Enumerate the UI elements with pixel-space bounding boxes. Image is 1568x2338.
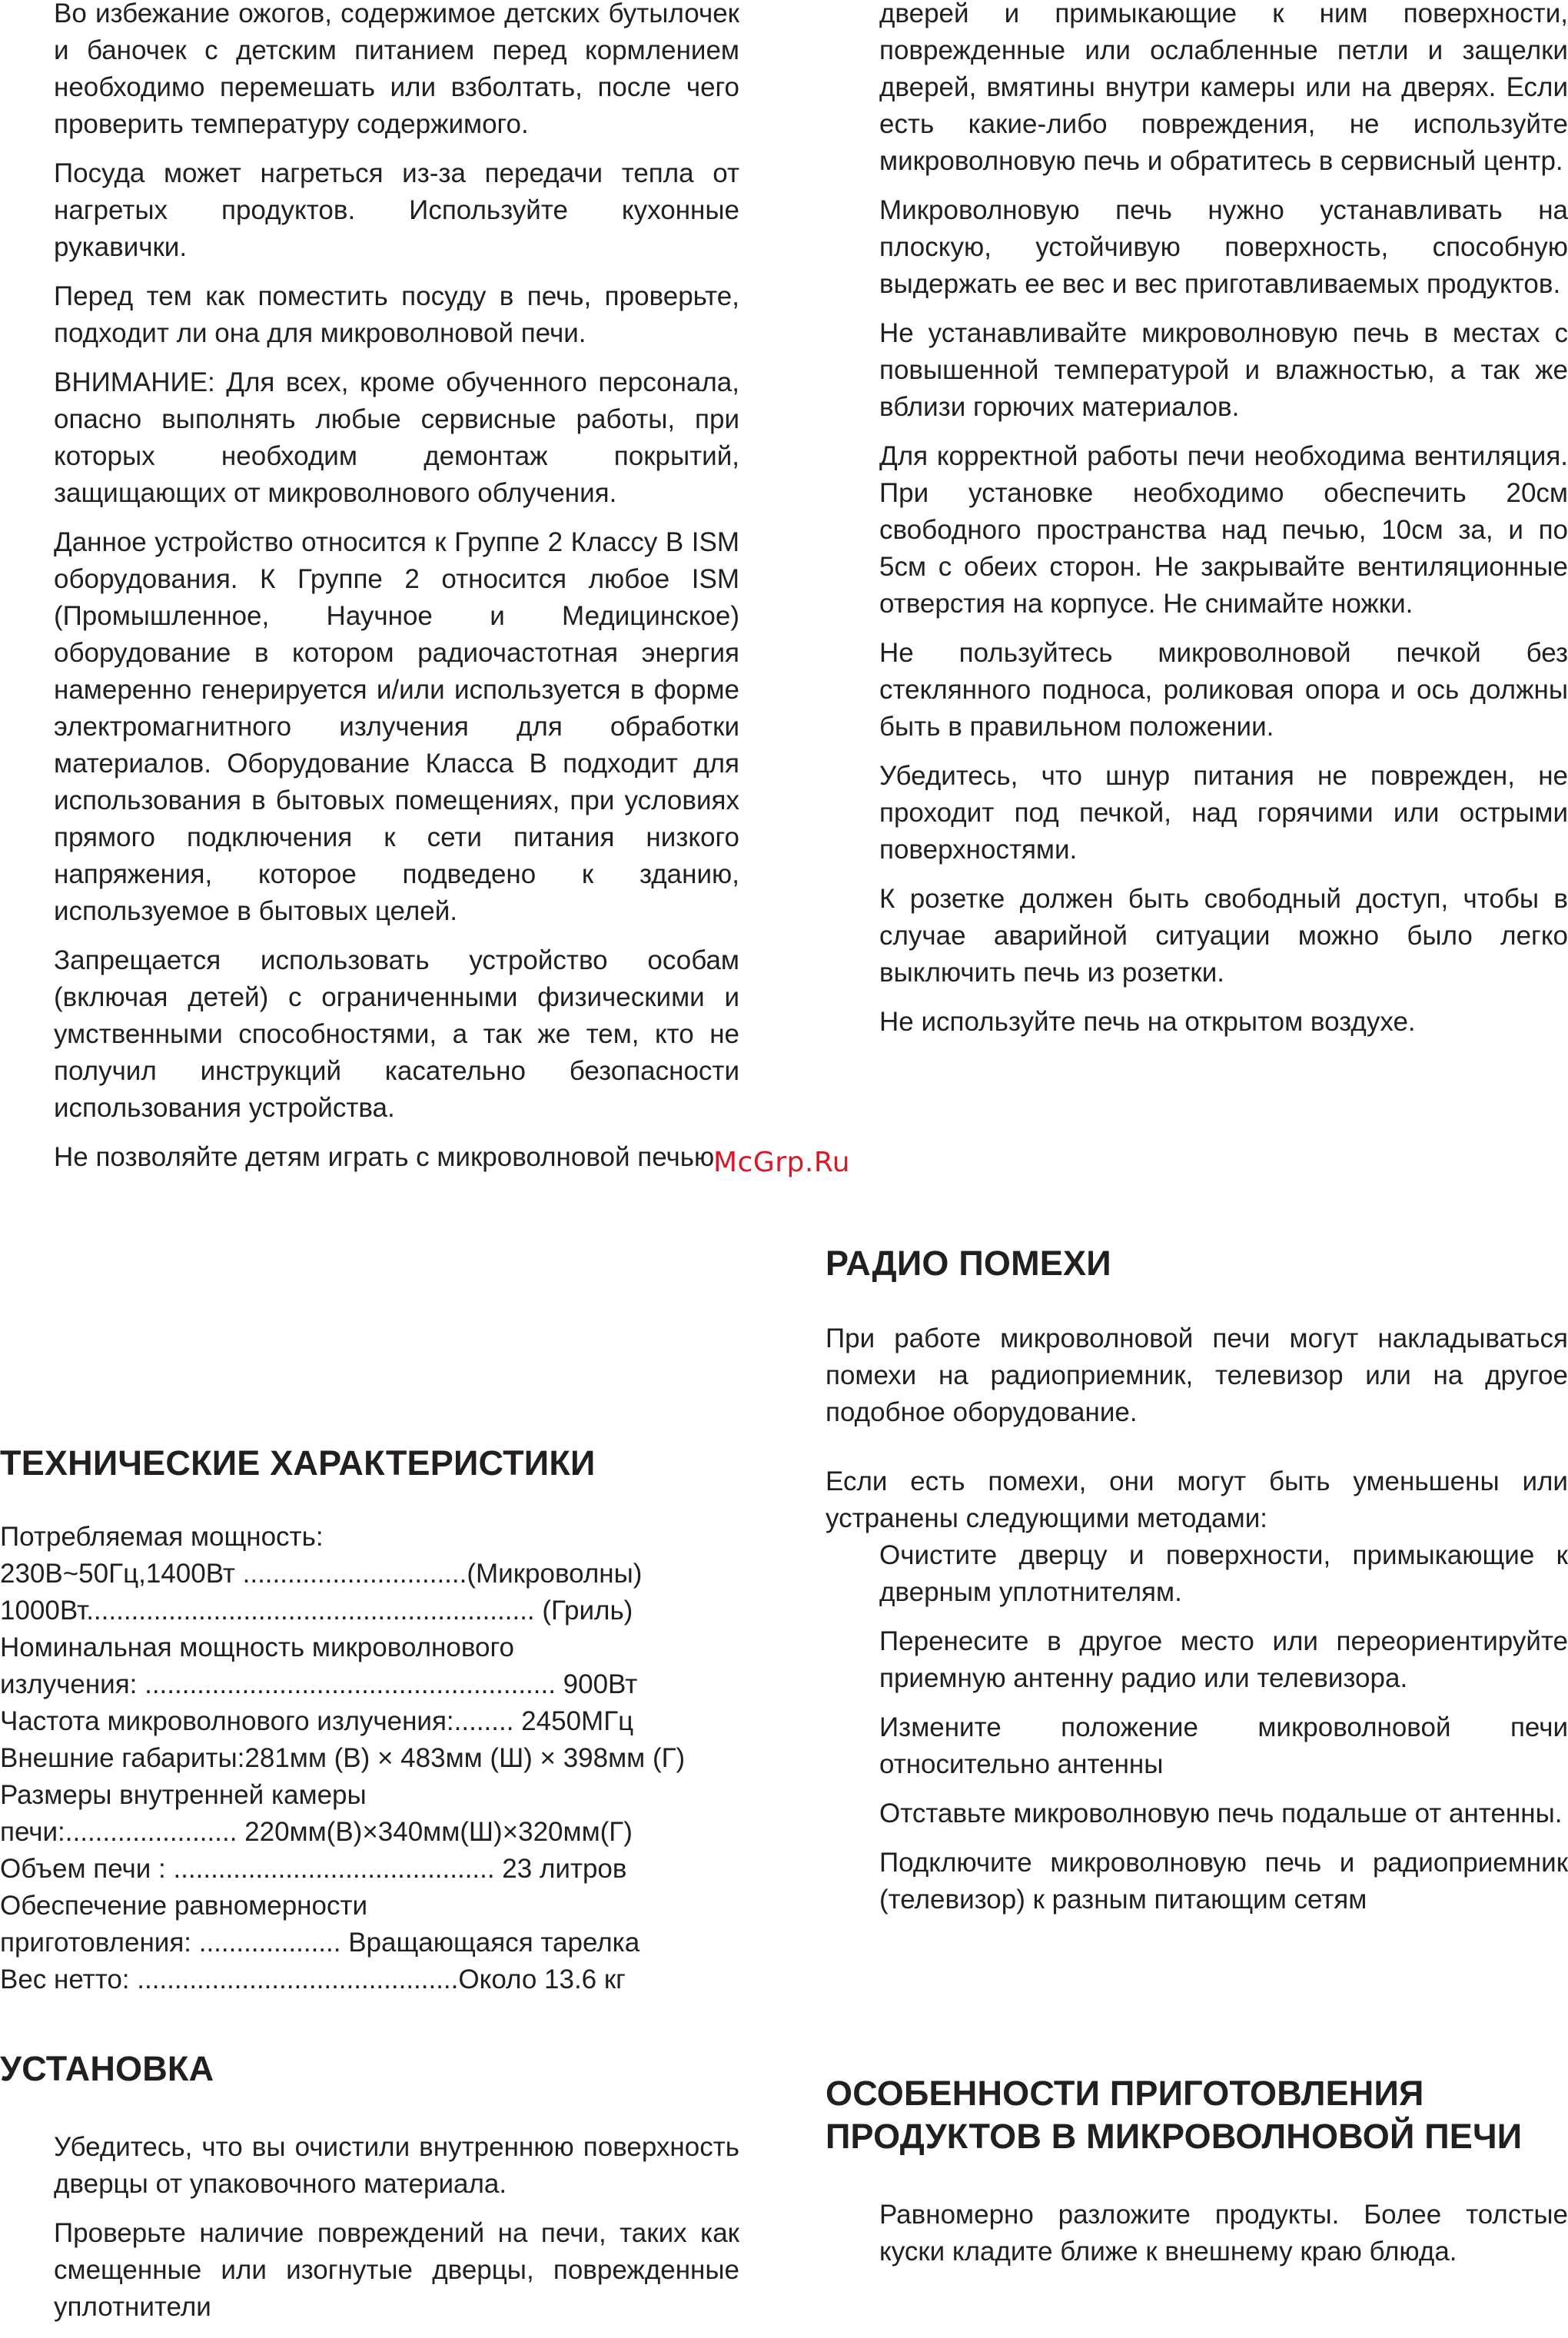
paragraph-door-damage: дверей и примыкающие к ним поверхности, поврежденные или ослабленные петли и защелки дверей, вмятины внутри камеры или на дверях. Если есть какие-либо повреждения, не используйте микроволновую печь и обратитесь в сервисный центр.: [879, 0, 1568, 176]
paragraph-no-humidity: Не устанавливайте микроволновую печь в местах с повышенной температурой и влажностью, а так же вблизи горючих материалов.: [879, 318, 1568, 422]
paragraph-check-dish: Перед тем как поместить посуду в печь, проверьте, подходит ли она для микроволновой печи.: [54, 281, 739, 348]
paragraph-check-damage: Проверьте наличие повреждений на печи, таких как смещенные или изогнутые дверцы, поврежденные уплотнители: [54, 2218, 739, 2322]
specs-list: [0, 1519, 739, 1998]
spec-line: приготовления: ................... Вращающаяся тарелка: [0, 1928, 640, 1958]
spec-line: Обеспечение равномерности: [0, 1891, 368, 1921]
spec-line: Номинальная мощность микроволнового: [0, 1632, 514, 1662]
spec-line: печи:....................... 220мм(В)×340мм(Ш)×320мм(Г): [0, 1817, 633, 1847]
paragraph-outdoors: Не используйте печь на открытом воздухе.: [879, 1007, 1416, 1037]
paragraph-dish-heat: Посуда может нагреться из-за передачи тепла от нагретых продуктов. Используйте кухонные рукавички.: [54, 158, 739, 262]
spec-line: Частота микроволнового излучения:........ 2450МГц: [0, 1706, 634, 1736]
spec-line: 230В~50Гц,1400Вт ..............................(Микроволны): [0, 1559, 643, 1589]
spec-line: Размеры внутренней камеры: [0, 1780, 367, 1810]
list-item: Подключите микроволновую печь и радиоприемник (телевизор) к разным питающим сетям: [879, 1848, 1568, 1915]
paragraph-flat-surface: Микроволновую печь нужно устанавливать на плоскую, устойчивую поверхность, способную выдержать ее вес и вес приготавливаемых продуктов.: [879, 195, 1568, 299]
radio-intro: При работе микроволновой печи могут накладываться помехи на радиоприемник, телевизор или на другое подобное оборудование.: [826, 1323, 1568, 1427]
list-item: Отставьте микроволновую печь подальше от антенны.: [879, 1798, 1563, 1828]
spec-line: Объем печи : ........................................... 23 литров: [0, 1854, 627, 1884]
list-item: Очистите дверцу и поверхности, примыкающие к дверным уплотнителям.: [879, 1540, 1568, 1607]
right-column: [826, 0, 1568, 2267]
list-item: Перенесите в другое место или переориентируйте приемную антенну радио или телевизора.: [879, 1626, 1568, 1693]
install-heading: УСТАНОВКА: [0, 2049, 214, 2088]
list-item: Измените положение микроволновой печи относительно антенны: [879, 1712, 1568, 1779]
spec-line: Вес нетто: ...........................................Около 13.6 кг: [0, 1964, 626, 1994]
paragraph-distribute-food: Равномерно разложите продукты. Более толстые куски кладите ближе к внешнему краю блюда.: [879, 2200, 1568, 2267]
specs-heading: ТЕХНИЧЕСКИЕ ХАРАКТЕРИСТИКИ: [0, 1443, 596, 1483]
paragraph-ventilation: Для корректной работы печи необходима вентиляция. При установке необходимо обеспечить 20см свободного пространства над печью, 10см за, и по 5см с обеих сторон. Не закрывайте вентиляционные отверстия на корпусе. Не снимайте ножки.: [879, 441, 1568, 619]
left-column: [0, 0, 739, 2322]
paragraph-clean-door: Убедитесь, что вы очистили внутреннюю поверхность дверцы от упаковочного материала.: [54, 2132, 739, 2199]
paragraph-baby-bottles: Во избежание ожогов, содержимое детских бутылочек и баночек с детским питанием перед кормлением необходимо перемешать или взболтать, после чего проверить температуру содержимого.: [54, 0, 739, 139]
cooking-heading-line-1: ОСОБЕННОСТИ ПРИГОТОВЛЕНИЯ: [826, 2074, 1424, 2113]
paragraph-warning-service: ВНИМАНИЕ: Для всех, кроме обученного персонала, опасно выполнять любые сервисные работы, при которых необходим демонтаж покрытий, защищающих от микроволнового облучения.: [54, 367, 739, 508]
spec-line: излучения: ....................................................... 900Вт: [0, 1669, 638, 1699]
paragraph-power-cord: Убедитесь, что шнур питания не поврежден, не проходит под печкой, над горячими или острыми поверхностями.: [879, 761, 1568, 865]
spec-line: 1000Вт............................................................ (Гриль): [0, 1596, 633, 1626]
paragraph-restricted-use: Запрещается использовать устройство особам (включая детей) с ограниченными физическими и умственными способностями, а так же тем, кто не получил инструкций касательно безопасности использования устройства.: [54, 945, 739, 1123]
spec-line: Потребляемая мощность:: [0, 1522, 324, 1552]
paragraph-glass-tray: Не пользуйтесь микроволновой печкой без стеклянного подноса, роликовая опора и ось должны быть в правильном положении.: [879, 638, 1568, 742]
paragraph-children: Не позволяйте детям играть с микроволновой печью: [54, 1142, 715, 1172]
radio-heading: РАДИО ПОМЕХИ: [826, 1244, 1111, 1283]
paragraph-socket-access: К розетке должен быть свободный доступ, чтобы в случае аварийной ситуации можно было легко выключить печь из розетки.: [879, 884, 1568, 988]
cooking-heading: [826, 2072, 1522, 2158]
spec-line: Внешние габариты:281мм (В) × 483мм (Ш) × 398мм (Г): [0, 1743, 686, 1773]
cooking-heading-line-2: ПРОДУКТОВ В МИКРОВОЛНОВОЙ ПЕЧИ: [826, 2117, 1523, 2156]
paragraph-ism-group: Данное устройство относится к Группе 2 Классу В ISM оборудования. К Группе 2 относится любое ISM (Промышленное, Научное и Медицинское) оборудование в котором радиочастотная энергия намеренно генерируется и/или используется в форме электромагнитного излучения для обработки материалов. Оборудование Класса В подходит для использования в бытовых помещениях, при условиях прямого подключения к сети питания низкого напряжения, которое подведено к зданию, используемое в бытовых целей.: [54, 527, 739, 926]
watermark-logo: McGrp.Ru: [713, 1147, 851, 1178]
radio-methods-intro: Если есть помехи, они могут быть уменьшены или устранены следующими методами:: [826, 1466, 1568, 1533]
radio-methods-list: [826, 1537, 1568, 1918]
